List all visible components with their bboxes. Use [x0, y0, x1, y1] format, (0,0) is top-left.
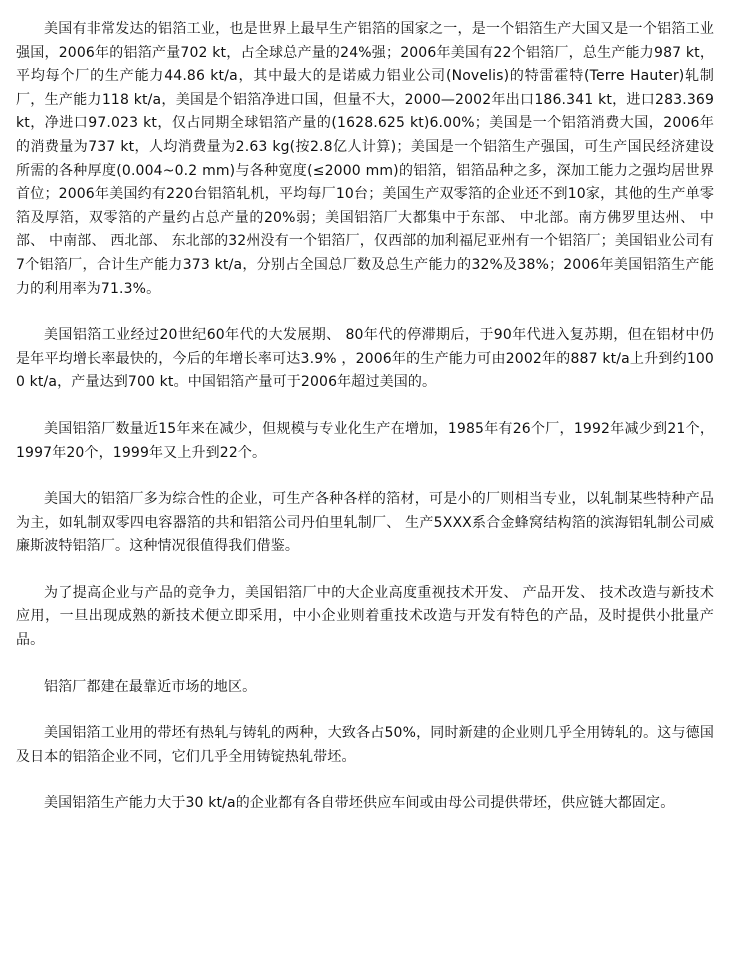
paragraph-growth-history: 美国铝箔工业经过20世纪60年代的大发展期、 80年代的停滞期后，于90年代进入复苏期，但在铝材中仍是年平均增长率最快的，今后的年增长率可达3.9% ，2006年的生产能力可由2002年的887 kt/a上升到约1000 kt/a，产量达到700 kt。中国铝箔产量可于2006年超过美国的。 [16, 327, 714, 391]
paragraph-strip-supply: 美国铝箔工业用的带坯有热轧与铸轧的两种，大致各占50%，同时新建的企业则几乎全用铸轧的。这与德国及日本的铝箔企业不同，它们几乎全用铸锭热轧带坯。 [16, 725, 714, 765]
paragraph-overview: 美国有非常发达的铝箔工业，也是世界上最早生产铝箔的国家之一，是一个铝箔生产大国又是一个铝箔工业强国，2006年的铝箔产量702 kt，占全球总产量的24%强；2006年美国有22个铝箔厂，总生产能力987 kt，平均每个厂的生产能力44.86 kt/a，其中最大的是诺威力铝业公司(Novelis)的特雷霍特(Terre Hauter)轧制厂，生产能力118 kt/a，美国是个铝箔净进口国，但量不大，2000—2002年出口186.341 kt，进口283.369 kt，净进口97.023 kt，仅占同期全球铝箔产量的(1628.625 kt)6.00%；美国是一个铝箔消费大国，2006年的消费量为737 kt，人均消费量为2.63 kg(按2.8亿人计算)；美国是一个铝箔生产强国，可生产国民经济建设所需的各种厚度(0.004~0.2 mm)与各种宽度(≤2000 mm)的铝箔，铝箔品种之多，深加工能力之强均居世界首位；2006年美国约有220台铝箔轧机，平均每厂10台；美国生产双零箔的企业还不到10家，其他的生产单零箔及厚箔，双零箔的产量约占总产量的20%弱；美国铝箔厂大都集中于东部、 中北部。南方佛罗里达州、 中部、 中南部、 西北部、 东北部的32州没有一个铝箔厂，仅西部的加利福尼亚州有一个铝箔厂；美国铝业公司有7个铝箔厂，合计生产能力373 kt/a，分别占全国总厂数及总生产能力的32%及38%；2006年美国铝箔生产能力的利用率为71.3%。 [16, 21, 714, 297]
paragraph-plant-count: 美国铝箔厂数量近15年来在减少，但规模与专业化生产在增加，1985年有26个厂，1992年减少到21个，1997年20个，1999年又上升到22个。 [16, 420, 714, 461]
paragraph-supply-chain: 美国铝箔生产能力大于30 kt/a的企业都有各自带坯供应车间或由母公司提供带坯，供应链大都固定。 [44, 795, 675, 812]
paragraph-location: 铝箔厂都建在最靠近市场的地区。 [44, 678, 257, 695]
paragraph-specialization: 美国大的铝箔厂多为综合性的企业，可生产各种各样的箔材，可是小的厂则相当专业，以轧制某些特种产品为主，如轧制双零四电容器箔的共和铝箔公司丹伯里轧制厂、 生产5XXX系合金蜂窝结构箔的滨海铝轧制公司威廉斯波特铝箔厂。这种情况很值得我们借鉴。 [16, 491, 714, 555]
paragraph-competitiveness: 为了提高企业与产品的竞争力，美国铝箔厂中的大企业高度重视技术开发、 产品开发、 技术改造与新技术应用，一旦出现成熟的新技术便立即采用，中小企业则着重技术改造与开发有特色的产品，及时提供小批量产品。 [16, 584, 714, 649]
